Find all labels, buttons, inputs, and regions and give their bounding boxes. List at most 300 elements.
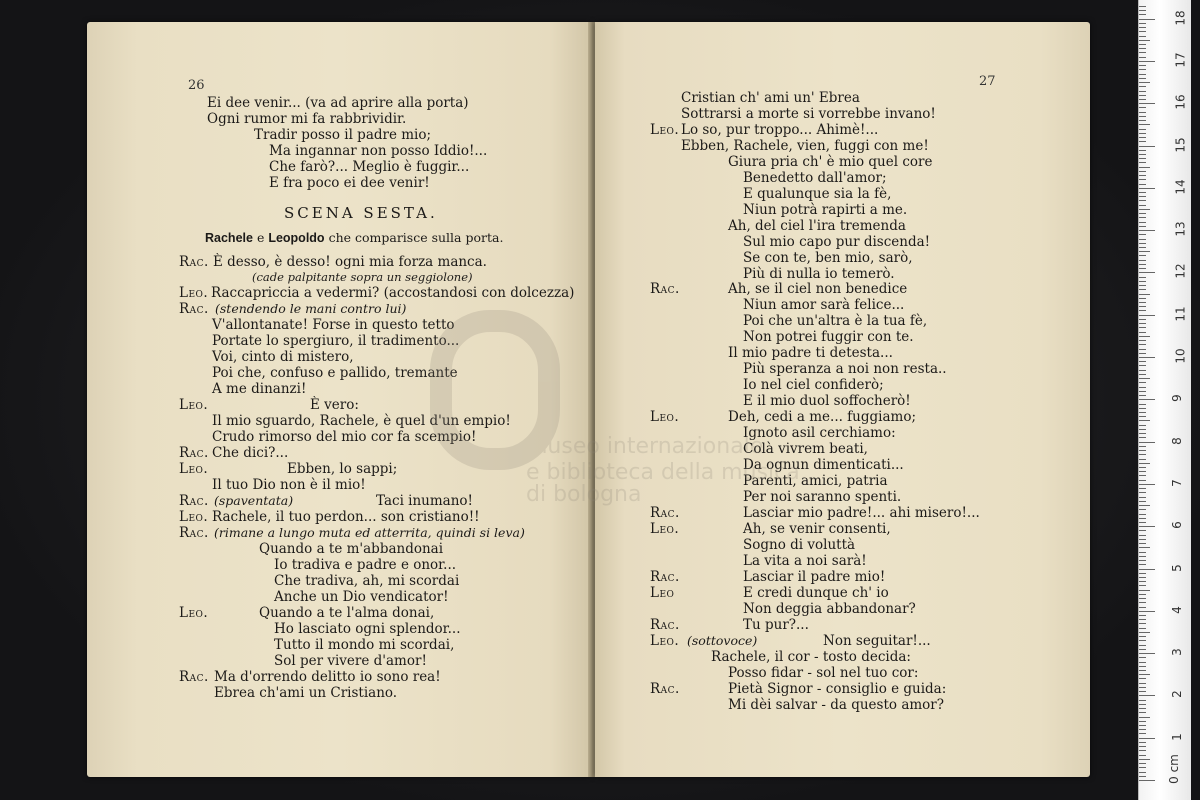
verse-line: Ebben, Rachele, vien, fuggi con me! (681, 138, 929, 154)
ruler-tick (1139, 649, 1146, 650)
ruler-tick (1139, 382, 1146, 383)
ruler-tick (1139, 420, 1150, 421)
ruler-tick (1139, 272, 1155, 273)
ruler-tick (1139, 602, 1146, 603)
ruler-label: 12 (1173, 263, 1188, 280)
verse-line: Rachele, il tuo perdon... son cristiano!! (212, 509, 480, 525)
ruler-tick (1139, 678, 1146, 679)
ruler-tick (1139, 306, 1146, 307)
ruler-tick (1139, 116, 1146, 117)
right-page-number: 27 (979, 74, 996, 89)
ruler-tick (1139, 150, 1146, 151)
verse-line: Che farò?... Meglio è fuggir... (269, 159, 470, 175)
ruler-tick (1139, 509, 1146, 510)
ruler-tick (1139, 133, 1146, 134)
ruler-tick (1139, 179, 1146, 180)
ruler-tick (1139, 205, 1146, 206)
ruler-tick (1139, 619, 1146, 620)
ruler-tick (1139, 742, 1146, 743)
ruler-tick (1139, 289, 1146, 290)
verse-line: Cristian ch' ami un' Ebrea (681, 90, 860, 106)
speaker-label: Leo. (179, 285, 209, 301)
verse-line: Tu pur?... (743, 617, 809, 633)
ruler-tick (1139, 184, 1146, 185)
ruler-tick (1139, 450, 1146, 451)
ruler-tick (1139, 552, 1146, 553)
ruler-tick (1139, 729, 1146, 730)
ruler-tick (1139, 285, 1146, 286)
ruler-tick (1139, 556, 1146, 557)
ruler-tick (1139, 222, 1146, 223)
ruler-tick (1139, 129, 1146, 130)
ruler-tick (1139, 433, 1146, 434)
verse-line: Rachele, il cor - tosto decida: (711, 649, 911, 665)
ruler-tick (1139, 247, 1146, 248)
verse-line: Niun amor sarà felice... (743, 297, 905, 313)
ruler-tick (1139, 526, 1155, 527)
ruler-tick (1139, 251, 1150, 252)
ruler-tick (1139, 437, 1146, 438)
ruler-tick (1139, 666, 1146, 667)
ruler-tick (1139, 446, 1146, 447)
ruler-tick (1139, 268, 1146, 269)
verse-line: Non deggia abbandonar? (743, 601, 916, 617)
ruler-tick (1139, 640, 1146, 641)
ruler-tick (1139, 425, 1146, 426)
ruler-tick (1139, 645, 1146, 646)
verse-line: Più speranza a noi non resta.. (743, 361, 947, 377)
ruler-tick (1139, 226, 1146, 227)
ruler-tick (1139, 577, 1146, 578)
ruler-tick (1139, 463, 1150, 464)
ruler-tick (1139, 310, 1146, 311)
ruler-tick (1139, 700, 1146, 701)
ruler-tick (1139, 404, 1146, 405)
ruler-tick (1139, 14, 1146, 15)
ruler-tick (1139, 530, 1146, 531)
ruler-tick (1139, 522, 1146, 523)
verse-line: Niun potrà rapirti a me. (743, 202, 908, 218)
ruler-tick (1139, 112, 1146, 113)
verse-line: Io tradiva e padre e onor... (274, 557, 457, 573)
verse-line: Non potrei fuggir con te. (743, 329, 914, 345)
verse-line: Colà vivrem beati, (743, 441, 868, 457)
verse-line: E il mio duol soffocherò! (743, 393, 911, 409)
ruler-label: 5 (1169, 563, 1184, 572)
ruler-tick (1139, 598, 1146, 599)
ruler-tick (1139, 505, 1150, 506)
ruler-tick (1139, 243, 1146, 244)
ruler-tick (1139, 69, 1146, 70)
speaker-label: Rac. (179, 445, 209, 461)
speaker-label: Rac. (179, 254, 209, 270)
ruler-tick (1139, 704, 1146, 705)
ruler-tick (1139, 721, 1146, 722)
ruler-tick (1139, 294, 1150, 295)
ruler-tick (1139, 192, 1146, 193)
ruler-tick (1139, 585, 1146, 586)
ruler-tick (1139, 146, 1155, 147)
speaker-label: Rac. (179, 669, 209, 685)
museum-watermark (430, 310, 800, 507)
ruler-tick (1139, 44, 1146, 45)
speaker-label: Rac. (650, 617, 680, 633)
ruler-tick (1139, 6, 1146, 7)
verse-line: Benedetto dall'amor; (743, 170, 887, 186)
ruler-tick (1139, 141, 1146, 142)
ruler-tick (1139, 230, 1155, 231)
ruler-tick (1139, 674, 1150, 675)
ruler-tick (1139, 518, 1146, 519)
ruler-tick (1139, 277, 1146, 278)
ruler-tick (1139, 687, 1146, 688)
ruler-tick (1139, 31, 1146, 32)
verse-line: È vero: (310, 397, 359, 413)
ruler-tick (1139, 459, 1146, 460)
ruler-tick (1139, 623, 1146, 624)
verse-line: Tradir posso il padre mio; (254, 127, 432, 143)
verse-line: Poi che, confuso e pallido, tremante (212, 365, 458, 381)
verse-line: Da ognun dimenticati... (743, 457, 904, 473)
ruler-tick (1139, 120, 1146, 121)
speaker-label: Leo. (650, 409, 680, 425)
ruler-tick (1139, 323, 1146, 324)
ruler-tick (1139, 759, 1150, 760)
stage-direction: (spaventata) (214, 493, 294, 508)
ruler-tick (1139, 391, 1146, 392)
verse-line: Sol per vivere d'amor! (274, 653, 427, 669)
verse-line: E credi dunque ch' io (743, 585, 889, 601)
verse-line: E fra poco ei dee venir! (269, 175, 430, 191)
ruler-tick (1139, 750, 1146, 751)
ruler-tick (1139, 349, 1146, 350)
cast-join: e (256, 230, 265, 245)
ruler-tick (1139, 36, 1146, 37)
verse-line: Raccapriccia a vedermi? (accostandosi con dolcezza) (211, 285, 575, 301)
ruler-tick (1139, 488, 1146, 489)
verse-line: È desso, è desso! ogni mia forza manca. (213, 254, 487, 270)
verse-line: Ah, del ciel l'ira tremenda (728, 218, 906, 234)
ruler-tick (1139, 361, 1146, 362)
ruler-tick (1139, 387, 1146, 388)
verse-line: Giura pria ch' è mio quel core (728, 154, 933, 170)
ruler-label: 13 (1173, 221, 1188, 237)
ruler-tick (1139, 581, 1146, 582)
ruler-tick (1139, 395, 1146, 396)
ruler-tick (1139, 340, 1146, 341)
verse-line: Ho lasciato ogni splendor... (274, 621, 461, 637)
ruler-tick (1139, 539, 1146, 540)
ruler-tick (1139, 611, 1155, 612)
left-page-number: 26 (188, 78, 205, 93)
verse-line: V'allontanate! Forse in questo tetto (212, 317, 455, 333)
speaker-label: Rac. (179, 493, 209, 509)
ruler-label: 17 (1173, 52, 1188, 68)
verse-line: Ignoto asil cerchiamo: (743, 425, 896, 441)
ruler-tick (1139, 61, 1155, 62)
ruler-tick (1139, 763, 1146, 764)
ruler-tick (1139, 514, 1146, 515)
ruler-tick (1139, 162, 1146, 163)
ruler-tick (1139, 302, 1146, 303)
verse-line: Anche un Dio vendicator! (274, 589, 449, 605)
ruler-tick (1139, 217, 1146, 218)
ruler-tick (1139, 175, 1146, 176)
ruler-tick (1139, 653, 1155, 654)
stage-direction: (stendendo le mani contro lui) (215, 301, 407, 316)
ruler-tick (1139, 319, 1146, 320)
speaker-label: Leo. (650, 521, 680, 537)
ruler-tick (1139, 471, 1146, 472)
ruler-label: 3 (1169, 648, 1184, 656)
ruler-label: 10 (1173, 348, 1188, 364)
verse-line: Mi dèi salvar - da questo amor? (728, 697, 944, 713)
ruler-label: 4 (1169, 605, 1184, 614)
ruler-label: 2 (1169, 690, 1184, 699)
ruler-tick (1139, 365, 1146, 366)
ruler-label: 15 (1173, 136, 1188, 153)
ruler-tick (1139, 670, 1146, 671)
verse-line: Deh, cedi a me... fuggiamo; (728, 409, 917, 425)
ruler-tick (1139, 167, 1150, 168)
ruler-label: 14 (1173, 179, 1188, 195)
watermark-line-3: di bologna (526, 482, 642, 507)
ruler-label: 18 (1173, 9, 1188, 26)
verse-line: Posso fidar - sol nel tuo cor: (728, 665, 919, 681)
ruler-label: 7 (1169, 479, 1184, 487)
verse-line: Pietà Signor - consiglio e guida: (728, 681, 947, 697)
ruler-tick (1139, 158, 1146, 159)
verse-line: Sottrarsi a morte si vorrebbe invano! (681, 106, 936, 122)
verse-line: Parenti, amici, patria (743, 473, 888, 489)
ruler-tick (1139, 344, 1146, 345)
ruler-tick (1139, 107, 1146, 108)
ruler-tick (1139, 442, 1155, 443)
ruler-tick (1139, 103, 1155, 104)
ruler-tick (1139, 484, 1155, 485)
ruler-tick (1139, 657, 1146, 658)
ruler-tick (1139, 281, 1146, 282)
ruler-tick (1139, 547, 1150, 548)
cast-name-rachele: Rachele (205, 231, 253, 245)
ruler-tick (1139, 708, 1146, 709)
ruler-tick (1139, 628, 1146, 629)
ruler-tick (1139, 200, 1146, 201)
verse-line: Crudo rimorso del mio cor fa scempio! (212, 429, 477, 445)
cast-line (205, 230, 503, 245)
stage-direction: (sottovoce) (687, 633, 758, 648)
ruler-tick (1139, 19, 1155, 20)
verse-line: Ah, se il ciel non benedice (728, 281, 908, 297)
speaker-label: Leo. (179, 605, 209, 621)
ruler-tick (1139, 632, 1150, 633)
verse-line: Ei dee venir... (va ad aprire alla porta) (207, 95, 469, 111)
speaker-label: Leo (650, 585, 675, 601)
speaker-label: Rac. (650, 681, 680, 697)
ruler-tick (1139, 315, 1155, 316)
verse-line: Voi, cinto di mistero, (212, 349, 354, 365)
verse-line: Ogni rumor mi fa rabbrividir. (207, 111, 407, 127)
verse-line: Lasciar il padre mio! (743, 569, 886, 585)
ruler-label: 9 (1169, 394, 1184, 403)
ruler-tick (1139, 260, 1146, 261)
verse-line: Ah, se venir consenti, (743, 521, 891, 537)
ruler-tick (1139, 564, 1146, 565)
verse-line: Ebben, lo sappi; (287, 461, 398, 477)
ruler-label: 1 (1169, 732, 1184, 741)
verse-line: Più di nulla io temerò. (743, 266, 895, 282)
speaker-label: Rac. (179, 301, 209, 317)
ruler-tick (1139, 480, 1146, 481)
verse-line: Lo so, pur troppo... Ahimè!... (681, 122, 879, 138)
ruler-tick (1139, 615, 1146, 616)
verse-line: Ebrea ch'ami un Cristiano. (214, 685, 398, 701)
ruler-tick (1139, 497, 1146, 498)
speaker-label: Leo. (650, 633, 680, 649)
ruler-tick (1139, 374, 1146, 375)
verse-line: E qualunque sia la fè, (743, 186, 892, 202)
ruler-tick (1139, 209, 1150, 210)
ruler-tick (1139, 65, 1146, 66)
ruler-tick (1139, 234, 1146, 235)
verse-line: Sogno di voluttà (743, 537, 856, 553)
ruler-tick (1139, 399, 1155, 400)
ruler-tick (1139, 607, 1146, 608)
verse-line: Se con te, ben mio, sarò, (743, 250, 913, 266)
ruler-tick (1139, 683, 1146, 684)
speaker-label: Rac. (650, 569, 680, 585)
ruler-tick (1139, 755, 1146, 756)
ruler-tick (1139, 780, 1155, 781)
ruler-tick (1139, 99, 1146, 100)
verse-line: Per noi saranno spenti. (743, 489, 902, 505)
ruler-tick (1139, 255, 1146, 256)
ruler-tick (1139, 725, 1146, 726)
ruler-tick (1139, 353, 1146, 354)
verse-line: Portate lo spergiuro, il tradimento... (212, 333, 460, 349)
ruler-tick (1139, 57, 1146, 58)
ruler-tick (1139, 23, 1146, 24)
verse-line: La vita a noi sarà! (743, 553, 867, 569)
ruler-tick (1139, 10, 1146, 11)
ruler-tick (1139, 772, 1146, 773)
speaker-label: Rac. (650, 281, 680, 297)
ruler-tick (1139, 662, 1146, 663)
ruler-label: 0 cm (1166, 754, 1181, 784)
cast-rest: che comparisce sulla porta. (328, 230, 504, 245)
ruler-tick (1139, 733, 1146, 734)
ruler-tick (1139, 124, 1150, 125)
ruler-tick (1139, 573, 1146, 574)
ruler-tick (1139, 188, 1155, 189)
stage-direction: (cade palpitante sopra un seggiolone) (252, 270, 473, 284)
ruler-tick (1139, 357, 1155, 358)
verse-line: Ma ingannar non posso Iddio!... (269, 143, 488, 159)
ruler-tick (1139, 171, 1146, 172)
ruler-tick (1139, 636, 1146, 637)
ruler-tick (1139, 137, 1146, 138)
ruler-tick (1139, 717, 1150, 718)
ruler-tick (1139, 695, 1155, 696)
verse-line: Tutto il mondo mi scordai, (274, 637, 455, 653)
verse-line: Che tradiva, ah, mi scordai (274, 573, 460, 589)
verse-line: Il mio sguardo, Rachele, è quel d'un empio! (212, 413, 511, 429)
verse-line: Lasciar mio padre!... ahi misero!... (743, 505, 980, 521)
ruler-tick (1139, 78, 1146, 79)
ruler-tick (1139, 475, 1146, 476)
verse-line: Quando a te m'abbandonai (259, 541, 444, 557)
verse-line: Poi che un'altra è la tua fè, (743, 313, 928, 329)
verse-line: Il tuo Dio non è il mio! (212, 477, 366, 493)
verse-line: Ma d'orrendo delitto io sono rea! (214, 669, 441, 685)
speaker-label: Leo. (179, 461, 209, 477)
scene-title: SCENA SESTA. (284, 204, 438, 222)
stage-direction: (rimane a lungo muta ed atterrita, quindi si leva) (214, 525, 525, 540)
ruler-tick (1139, 767, 1146, 768)
ruler-tick (1139, 746, 1146, 747)
ruler-tick (1139, 86, 1146, 87)
ruler-tick (1139, 327, 1146, 328)
ruler-tick (1139, 239, 1146, 240)
ruler-tick (1139, 467, 1146, 468)
ruler-tick (1139, 429, 1146, 430)
ruler-label: 8 (1169, 436, 1184, 445)
verse-line: Non seguitar!... (823, 633, 931, 649)
speaker-label: Leo. (179, 509, 209, 525)
ruler-tick (1139, 416, 1146, 417)
ruler-tick (1139, 408, 1146, 409)
measuring-ruler (1138, 0, 1191, 800)
ruler-tick (1139, 691, 1146, 692)
verse-line: Taci inumano! (376, 493, 473, 509)
ruler-tick (1139, 40, 1150, 41)
ruler-tick (1139, 27, 1146, 28)
ruler-label: 16 (1173, 94, 1188, 110)
speaker-label: Leo. (179, 397, 209, 413)
speaker-label: Rac. (179, 525, 209, 541)
ruler-tick (1139, 776, 1146, 777)
ruler-tick (1139, 52, 1146, 53)
ruler-tick (1139, 154, 1146, 155)
ruler-label: 11 (1173, 306, 1188, 322)
ruler-tick (1139, 378, 1150, 379)
ruler-tick (1139, 196, 1146, 197)
speaker-label: Leo. (650, 122, 680, 138)
ruler-tick (1139, 590, 1150, 591)
verse-line: Quando a te l'alma donai, (259, 605, 435, 621)
ruler-tick (1139, 492, 1146, 493)
verse-line: A me dinanzi! (212, 381, 307, 397)
ruler-tick (1139, 95, 1146, 96)
ruler-tick (1139, 298, 1146, 299)
ruler-tick (1139, 48, 1146, 49)
cast-name-leopoldo: Leopoldo (268, 231, 325, 245)
ruler-tick (1139, 594, 1146, 595)
ruler-tick (1139, 82, 1150, 83)
ruler-tick (1139, 336, 1150, 337)
verse-line: Io nel ciel confiderò; (743, 377, 884, 393)
ruler-tick (1139, 264, 1146, 265)
ruler-tick (1139, 370, 1146, 371)
speaker-label: Rac. (650, 505, 680, 521)
verse-line: Il mio padre ti detesta... (728, 345, 893, 361)
verse-line: Sul mio capo pur discenda! (743, 234, 931, 250)
verse-line: Che dici?... (212, 445, 289, 461)
ruler-tick (1139, 712, 1146, 713)
ruler-tick (1139, 332, 1146, 333)
ruler-tick (1139, 543, 1146, 544)
ruler-label: 6 (1169, 521, 1184, 530)
